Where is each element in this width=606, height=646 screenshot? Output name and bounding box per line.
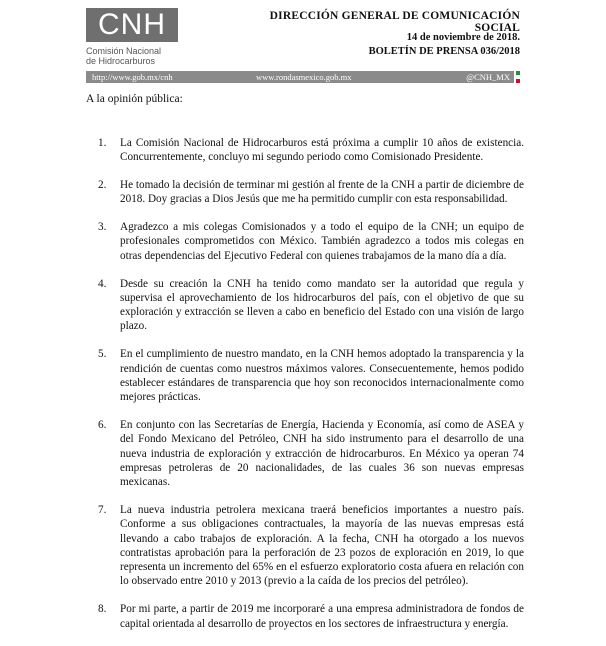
logo-subtitle-line-1: Comisión Nacional (86, 46, 162, 56)
item-text: Desde su creación la CNH ha tenido como mandato ser la autoridad que regula y supervisa el aprovechamiento de los hidrocarburos del país, con el objetivo de que su exploración y extracción se lleven a cabo en beneficio del Estado con una visión de largo plazo. (120, 277, 524, 333)
greeting: A la opinión pública: (86, 93, 183, 105)
item-text: La nueva industria petrolera mexicana traerá beneficios importantes a nuestro país. Conforme a sus obligaciones contractuales, la mayoría de las nuevas empresas está llevando a cabo trabajos de exploración. A la fecha, CNH ha otorgado a los nuevos contratistas aprobación para la perforación de 23 pozos de exploración en 2019, lo que representa un incremento del 65% en el esfuerzo exploratorio costa afuera en relación con lo observado entre 2010 y 2013 (previo a la caída de los precios del petróleo). (120, 503, 524, 588)
list-item (98, 277, 524, 334)
item-text: La Comisión Nacional de Hidrocarburos está próxima a cumplir 10 años de existencia. Concurrentemente, concluyo mi segundo periodo como Comisionado Presidente. (120, 137, 524, 164)
list-item (98, 418, 524, 489)
document-header-title: DIRECCIÓN GENERAL DE COMUNICACIÓN SOCIAL (269, 10, 520, 34)
list-item (98, 347, 524, 404)
item-text: En conjunto con las Secretarías de Energía, Hacienda y Economía, así como de ASEA y del Fondo Mexicano del Petróleo, CNH ha sido instrumento para el desarrollo de una nueva industria de exploración y extracción de hidrocarburos. En México ya operan 74 empresas petroleras de 20 nacionalidades, de las cuales 36 son nuevas empresas mexicanas. (120, 418, 524, 489)
item-text: Por mi parte, a partir de 2019 me incorporaré a una empresa administradora de fondos de capital orientada al desarrollo de proyectos en los sectores de infraestructura y energía. (120, 603, 524, 630)
links-bar (86, 71, 514, 83)
item-number: 2. (98, 179, 107, 192)
item-number: 5. (98, 348, 107, 361)
list-item (98, 136, 524, 165)
mexico-flag-icon (516, 71, 520, 83)
logo-text: CNH (86, 8, 178, 42)
logo-subtitle (86, 46, 178, 66)
item-text: Agradezco a mis colegas Comisionados y a todo el equipo de la CNH; un equipo de profesionales comprometidos con México. También agradezco a todos mis colegas en otras dependencias del Ejecutivo Federal con quienes trabajamos de la mano día a día. (120, 221, 524, 262)
list-item (98, 220, 524, 263)
item-number: 8. (98, 603, 107, 616)
link-twitter-handle[interactable]: @CNH_MX (466, 72, 510, 82)
link-rondas-mexico[interactable]: www.rondasmexico.gob.mx (256, 72, 352, 82)
item-text: He tomado la decisión de terminar mi gestión al frente de la CNH a partir de diciembre de 2018. Doy gracias a Dios Jesús que me ha permitido cumplir con esta responsabilidad. (120, 179, 524, 206)
list-item (98, 602, 524, 631)
logo-subtitle-line-2: de Hidrocarburos (86, 56, 156, 66)
link-gob-cnh[interactable]: http://www.gob.mx/cnh (92, 72, 173, 82)
list-item (98, 178, 524, 207)
item-number: 6. (98, 418, 107, 431)
cnh-logo (86, 8, 178, 66)
document-date: 14 de noviembre de 2018. (406, 32, 520, 43)
list-item (98, 503, 524, 589)
item-number: 7. (98, 503, 107, 516)
statement-list (98, 136, 524, 644)
flag-red-stripe (516, 79, 520, 83)
item-number: 3. (98, 221, 107, 234)
item-number: 1. (98, 137, 107, 149)
item-text: En el cumplimiento de nuestro mandato, en la CNH hemos adoptado la transparencia y la rendición de cuentas como nuestros máximos valores. Consecuentemente, hemos podido establecer estándares de transparencia que hoy son reconocidos internacionalmente como mejores prácticas. (120, 348, 524, 404)
item-number: 4. (98, 277, 107, 290)
bulletin-number: BOLETÍN DE PRENSA 036/2018 (368, 46, 520, 57)
